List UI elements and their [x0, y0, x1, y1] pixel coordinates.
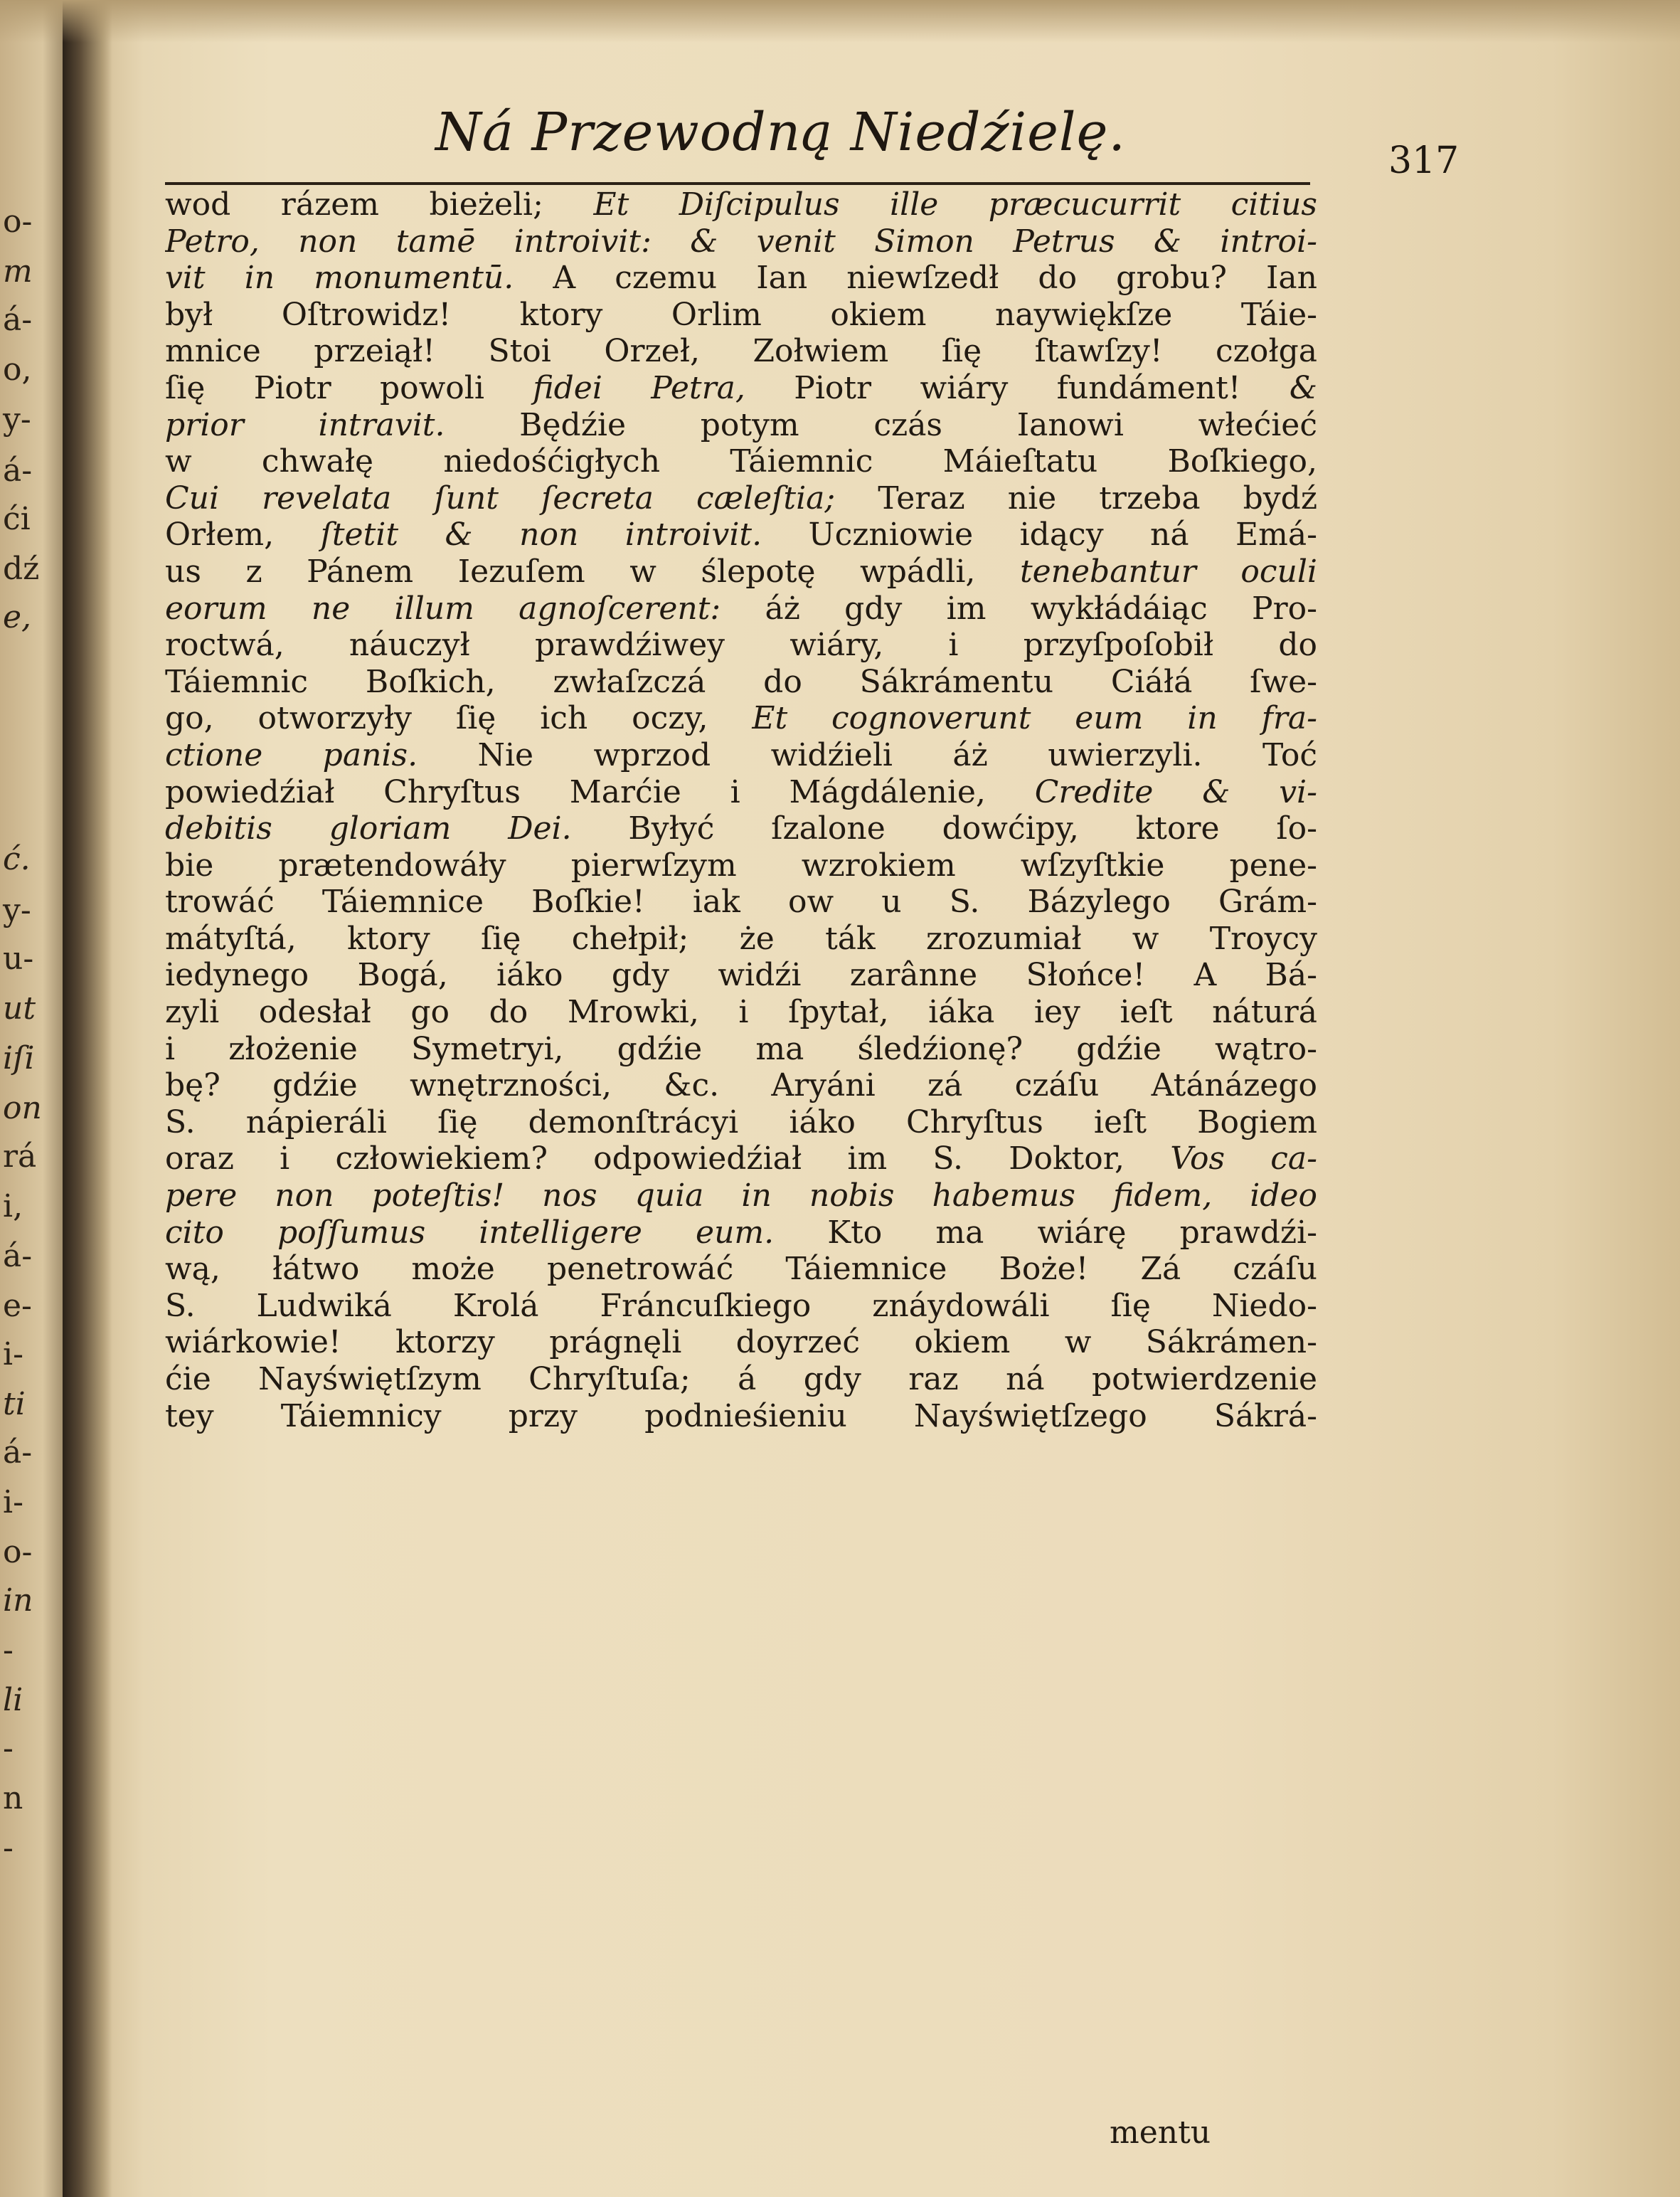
text-line [165, 591, 1317, 628]
text-line [165, 810, 1317, 847]
latin-italic-text: prior intravit. [165, 406, 445, 443]
latin-italic-text: Credite & vi- [1034, 773, 1317, 810]
facing-page-fragment: - [3, 1830, 14, 1866]
header-rule [165, 182, 1310, 185]
latin-italic-text: eorum ne illum agnoſcerent: [165, 590, 721, 627]
facing-page-fragment: ti [3, 1386, 26, 1422]
text-line [165, 1140, 1317, 1177]
facing-page-fragment: e, [3, 599, 32, 635]
polish-text: Teraz nie trzeba bydź [835, 480, 1317, 517]
latin-italic-text: Petro, non tamē introivit: & venit Simon Petrus & introi- [165, 223, 1317, 260]
facing-page-fragment: iſi [3, 1040, 35, 1076]
latin-italic-text: cito poſſumus intelligere eum. [165, 1214, 775, 1251]
text-line [165, 407, 1317, 444]
text-line [165, 884, 1317, 921]
facing-page-fragment: n [3, 1780, 23, 1816]
page-top-edge [0, 0, 1680, 43]
polish-text: Byłyć ſzalone dowćipy, ktore ſo- [571, 810, 1317, 847]
latin-italic-text: ctione panis. [165, 736, 418, 773]
latin-italic-text: pere non poteſtis! nos quia in nobis habemus fidem, ideo [165, 1177, 1317, 1214]
facing-page-fragment: dź [3, 551, 40, 587]
polish-text: Orłem, [165, 517, 321, 554]
polish-text: i złożenie Symetryi, gdźie ma śledźionę? gdźie wątro- [165, 1030, 1317, 1067]
text-line [165, 1214, 1317, 1251]
facing-page-fragment: m [3, 253, 33, 290]
polish-text: trowáć Táiemnice Boſkie! iak ow u S. Bázylego Grám- [165, 884, 1317, 921]
latin-italic-text: vit in monumentū. [165, 260, 514, 297]
polish-text: w chwałę niedośćigłych Táiemnic Máieſtatu Boſkiego, [165, 443, 1317, 480]
latin-italic-text: Vos ca- [1170, 1140, 1317, 1177]
latin-italic-text: Et cognoverunt eum in fra- [752, 700, 1317, 737]
polish-text: wiárkowie! ktorzy prágnęli doyrzeć okiem w Sákrámen- [165, 1324, 1317, 1361]
text-line [165, 333, 1317, 370]
text-line [165, 1398, 1317, 1435]
running-head-title: Ná Przewodną Niedźielę. [435, 102, 1126, 163]
facing-page-fragment: li [3, 1682, 23, 1718]
text-line [165, 370, 1317, 407]
text-line [165, 700, 1317, 737]
text-line [165, 297, 1317, 334]
polish-text: był Oſtrowidz! ktory Orlim okiem naywiękſze Táie- [165, 296, 1317, 333]
facing-page-fragment: - [3, 1632, 14, 1668]
text-line [165, 1067, 1317, 1104]
polish-text: S. nápieráli ſię demonſtrácyi iáko Chryſtus ieſt Bogiem [165, 1103, 1317, 1140]
polish-text: roctwá, náuczył prawdźiwey wiáry, i przyſpoſobił do [165, 627, 1317, 664]
facing-page-fragment: á- [3, 1434, 33, 1471]
latin-italic-text: Et Diſcipulus ille præcucurrit citius [593, 186, 1317, 223]
text-line [165, 994, 1317, 1031]
text-line [165, 223, 1317, 260]
latin-italic-text: debitis gloriam Dei. [165, 810, 572, 847]
latin-italic-text: Cui revelata ſunt ſecreta cæleſtia; [165, 480, 836, 517]
text-line [165, 627, 1317, 664]
facing-page-fragment: e- [3, 1288, 32, 1324]
polish-text: iedynego Bogá, iáko gdy widźi zarânne Słońce! A Bá- [165, 957, 1317, 994]
text-line [165, 1177, 1317, 1214]
facing-page-fragment: - [3, 1730, 14, 1767]
polish-text: Piotr wiáry fundáment! [745, 369, 1290, 406]
polish-text: Táiemnic Boſkich, zwłaſzczá do Sákrámentu Ciáłá ſwe- [165, 663, 1317, 700]
text-line [165, 774, 1317, 811]
facing-page-fragment: o- [3, 203, 33, 240]
polish-text: ćie Nayświętſzym Chryſtuſa; á gdy raz ná potwierdzenie [165, 1361, 1317, 1397]
facing-page-fragment: on [3, 1090, 42, 1126]
latin-italic-text: fidei Petra, [533, 369, 745, 406]
facing-page-fragment: o- [3, 1534, 33, 1570]
polish-text: powiedźiał Chryſtus Marćie i Mágdálenie, [165, 773, 1035, 810]
facing-page-fragment: o, [3, 351, 32, 388]
polish-text: go, otworzyły ſię ich oczy, [165, 700, 753, 737]
text-line [165, 1361, 1317, 1398]
polish-text: A czemu Ian niewſzedł do grobu? Ian [514, 260, 1317, 297]
polish-text: bę? gdźie wnętrzności, &c. Aryáni zá czáſu Atánázego [165, 1067, 1317, 1104]
text-line [165, 664, 1317, 701]
polish-text: bie prætendowáły pierwſzym wzrokiem wſzyſtkie pene- [165, 847, 1317, 884]
body-text [165, 186, 1317, 1434]
polish-text: tey Táiemnicy przy podnieśieniu Nayświętſzego Sákrá- [165, 1397, 1317, 1434]
polish-text: Będźie potym czás Ianowi włećieć [445, 406, 1317, 443]
text-line [165, 1031, 1317, 1068]
latin-italic-text: ſtetit & non introivit. [320, 517, 762, 554]
facing-page-fragment: ut [3, 990, 36, 1027]
text-line [165, 260, 1317, 297]
facing-page-fragment: á- [3, 302, 33, 338]
facing-page-fragment: i- [3, 1484, 23, 1520]
polish-text: Kto ma wiárę prawdźi- [774, 1214, 1317, 1251]
text-line [165, 1104, 1317, 1141]
facing-page-fragment: á- [3, 1238, 33, 1274]
text-line [165, 957, 1317, 994]
polish-text: ſię Piotr powoli [165, 369, 533, 406]
polish-text: Uczniowie idący ná Emá- [762, 517, 1317, 554]
facing-page-fragment: á- [3, 452, 33, 489]
facing-page-fragment: ći [3, 501, 31, 537]
polish-text: mnice przeiął! Stoi Orzeł, Zołwiem ſię ſtawſzy! czołga [165, 333, 1317, 370]
facing-page-fragment: y- [3, 401, 31, 438]
book-gutter [63, 0, 112, 2197]
polish-text: zyli odesłał go do Mrowki, i ſpytał, iáka iey ieſt náturá [165, 994, 1317, 1031]
facing-page-fragment: in [3, 1582, 33, 1619]
facing-page-fragment: i, [3, 1188, 23, 1224]
polish-text: us z Pánem Iezuſem w ślepotę wpádli, [165, 553, 1020, 590]
facing-page-fragment: y- [3, 892, 31, 928]
polish-text: oraz i człowiekiem? odpowiedźiał im S. Doktor, [165, 1140, 1171, 1177]
text-line [165, 517, 1317, 554]
facing-page-fragment: rá [3, 1138, 37, 1175]
text-line [165, 554, 1317, 591]
latin-italic-text: & [1289, 369, 1317, 406]
text-line [165, 1324, 1317, 1361]
text-line [165, 737, 1317, 774]
catchword: mentu [1110, 2114, 1211, 2151]
polish-text: Nie wprzod widźieli áż uwierzyli. Toć [418, 736, 1317, 773]
polish-text: wod rázem bieżeli; [165, 186, 594, 223]
polish-text: mátyſtá, ktory ſię chełpił; że ták zrozumiał w Troycy [165, 920, 1317, 957]
facing-page-fragment: ć. [3, 841, 31, 877]
facing-page-fragment: i- [3, 1336, 23, 1372]
text-line [165, 847, 1317, 884]
text-line [165, 480, 1317, 517]
text-line [165, 186, 1317, 223]
text-line [165, 921, 1317, 958]
text-line [165, 1251, 1317, 1288]
text-line [165, 1288, 1317, 1325]
text-line [165, 443, 1317, 480]
latin-italic-text: tenebantur oculi [1019, 553, 1317, 590]
polish-text: S. Ludwiká Krolá Fráncuſkiego znáydowáli ſię Niedo- [165, 1287, 1317, 1324]
facing-page-fragment: u- [3, 941, 34, 977]
page-number: 317 [1388, 139, 1460, 182]
polish-text: wą, łátwo może penetrowáć Táiemnice Boże! Zá czáſu [165, 1251, 1317, 1288]
polish-text: áż gdy im wykłádáiąc Pro- [721, 590, 1317, 627]
